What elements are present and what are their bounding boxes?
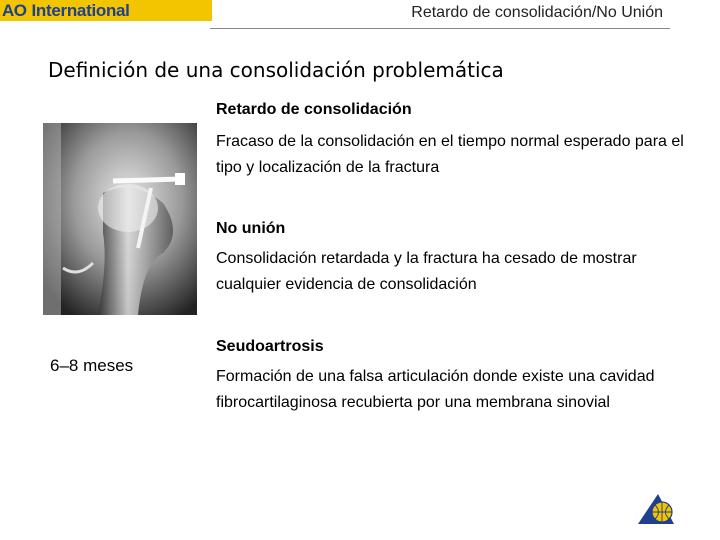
- logo-ao-text: AO: [2, 0, 27, 20]
- xray-image: [43, 123, 197, 315]
- section-heading-no-union: No unión: [216, 220, 286, 237]
- xray-illustration: [43, 123, 197, 315]
- logo-international-text: International: [31, 0, 130, 20]
- header-divider: [210, 28, 670, 29]
- page-title: Definición de una consolidación problemática: [48, 58, 504, 82]
- section-text-no-union: Consolidación retardada y la fractura ha cesado de mostrar cualquier evidencia de consolidación: [216, 250, 637, 293]
- ao-triangle-globe-logo: [636, 492, 676, 526]
- logo-icon: [636, 492, 676, 526]
- section-heading-retardo: Retardo de consolidación: [216, 101, 412, 118]
- slide-header-title: Retardo de consolidación/No Unión: [411, 4, 663, 21]
- section-text-retardo: Fracaso de la consolidación en el tiempo normal esperado para el tipo y localización de la fractura: [216, 133, 684, 176]
- timeframe-label: 6–8 meses: [50, 356, 134, 375]
- ao-logo-bar: [0, 0, 212, 21]
- section-text-seudoartrosis: Formación de una falsa articulación donde existe una cavidad fibrocartilaginosa recubierta por una membrana sinovial: [216, 368, 655, 411]
- section-heading-seudoartrosis: Seudoartrosis: [216, 338, 324, 355]
